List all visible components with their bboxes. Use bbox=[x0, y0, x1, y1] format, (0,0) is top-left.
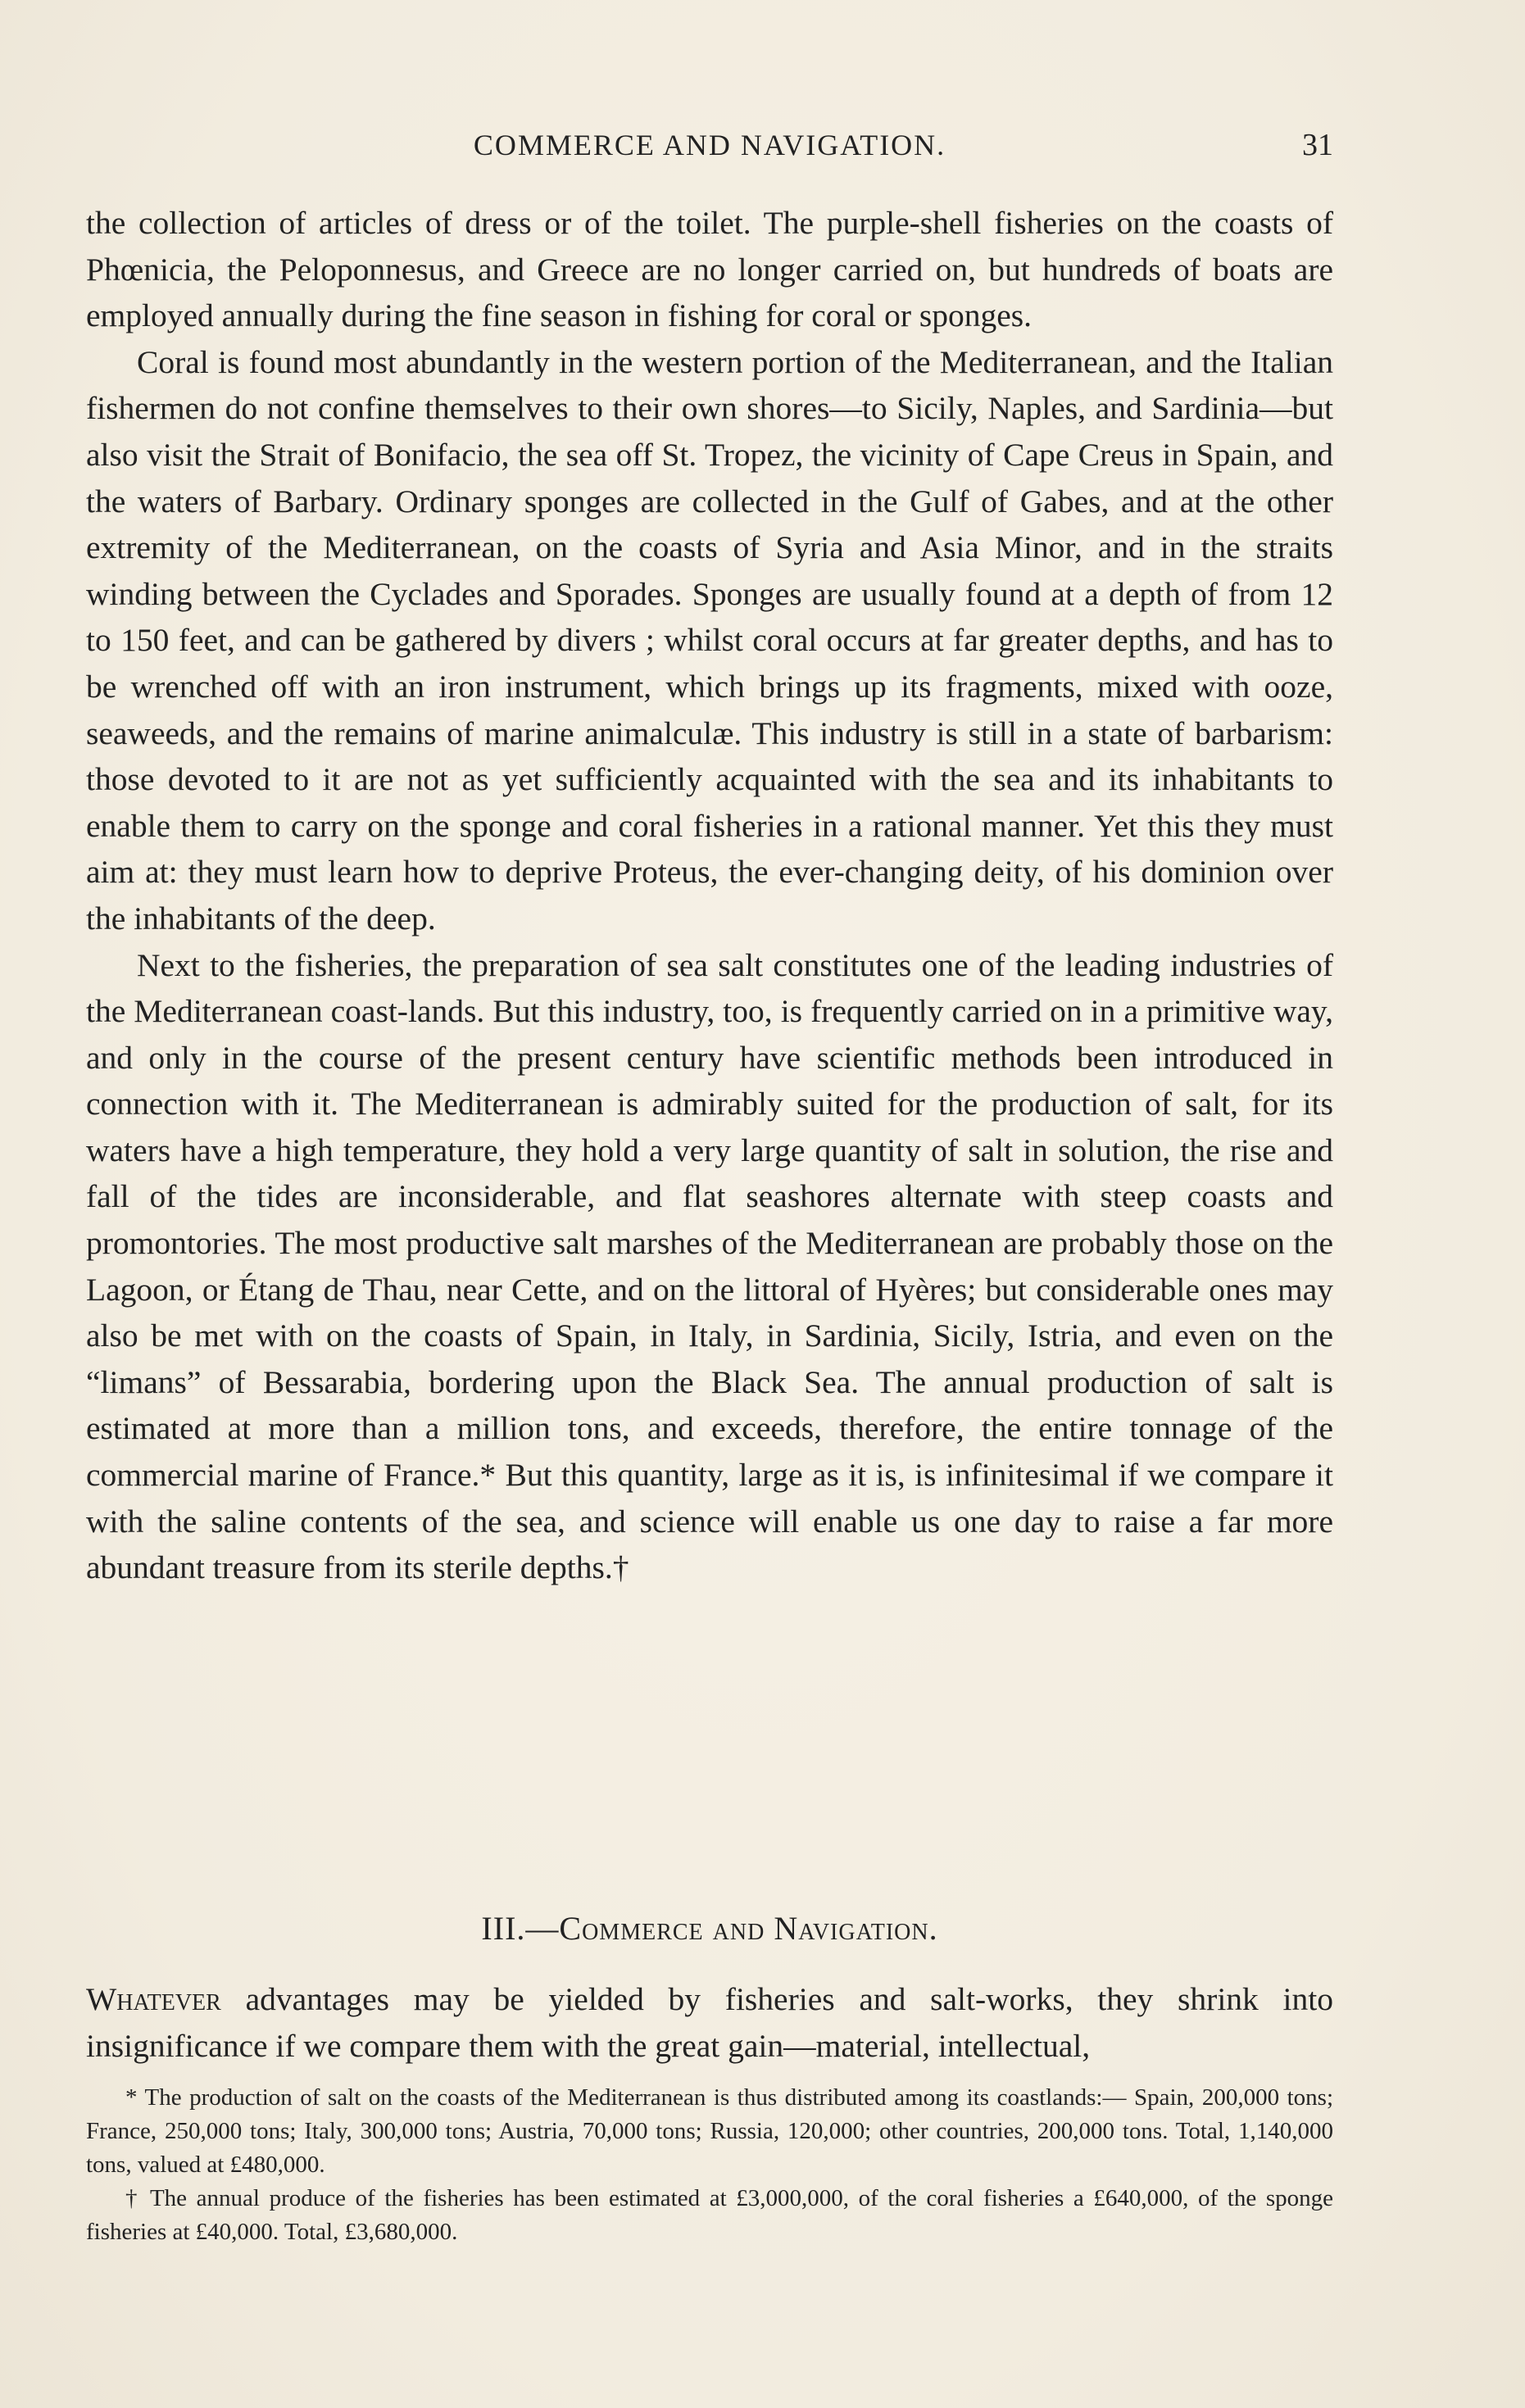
lead-word: Whatever bbox=[86, 1981, 221, 2017]
paragraph-continued: the collection of articles of dress or of the toilet. The purple-shell fisheries on the coasts of Phœnicia, the Peloponnesus, and Greece are no longer carried on, but hundreds of boats are employed annually during the fine season in fishing for coral or sponges. bbox=[86, 205, 1333, 334]
lead-text: advantages may be yielded by fisheries and salt-works, they shrink into insignificance if we compare them with the great gain—material, intellectual, bbox=[86, 1981, 1333, 2064]
section-title-period: . bbox=[928, 1910, 938, 1947]
paragraph-sea-salt: Next to the fisheries, the preparation of sea salt constitutes one of the leading industries of the Mediterranean coast-lands. But this industry, too, is frequently carried on in a primitive way, and only in the course of the present century have scientific methods been introduced in connection with it. The Mediterranean is admirably suited for the production of salt, for its waters have a high temperature, they hold a very large quantity of salt in solution, the rise and fall of the tides are inconsiderable, and flat seashores alternate with steep coasts and promontories. The most productive salt marshes of the Mediterranean are probably those on the Lagoon, or Étang de Thau, near Cette, and on the littoral of Hyères; but considerable ones may also be met with on the coasts of Spain, in Italy, in Sardinia, Sicily, Istria, and even on the “limans” of Bessarabia, bordering upon the Black Sea. The annual production of salt is estimated at more than a million tons, and exceeds, therefore, the entire tonnage of the commercial marine of France.* But this quantity, large as it is, is infinitesimal if we compare it with the saline contents of the sea, and science will enable us one day to raise a far more abundant treasure from its sterile depths.† bbox=[86, 946, 1333, 1586]
section-title-conjunction: and bbox=[703, 1910, 774, 1947]
section-heading bbox=[86, 1906, 1333, 1952]
section-body bbox=[86, 1976, 1333, 2069]
footnotes bbox=[86, 2081, 1333, 2249]
running-head bbox=[86, 125, 1333, 166]
footnote-salt: * The production of salt on the coasts of the Mediterranean is thus distributed among its coastlands:— Spain, 200,000 tons; France, 250,000 tons; Italy, 300,000 tons; Austria, 70,000 tons; Russia, 120,000; other countries, 200,000 tons. Total, 1,140,000 tons, valued at £480,000. bbox=[86, 2084, 1333, 2178]
paragraph-coral-sponges: Coral is found most abundantly in the western portion of the Mediterranean, and the Italian fishermen do not confine themselves to their own shores—to Sicily, Naples, and Sardinia—but also visit the Strait of Bonifacio, the sea off St. Tropez, the vicinity of Cape Creus in Spain, and the waters of Barbary. Ordinary sponges are collected in the Gulf of Gabes, and at the other extremity of the Mediterranean, on the coasts of Syria and Asia Minor, and in the straits winding between the Cyclades and Sporades. Sponges are usually found at a depth of from 12 to 150 feet, and can be gathered by divers ; whilst coral occurs at far greater depths, and has to be wrenched off with an iron instrument, which brings up its fragments, mixed with ooze, seaweeds, and the remains of marine animalculæ. This industry is still in a state of barbarism: those devoted to it are not as yet sufficiently acquainted with the sea and its inhabitants to enable them to carry on the sponge and coral fisheries in a rational manner. Yet this they must aim at: they must learn how to deprive Proteus, the ever-changing deity, of his dominion over the inhabitants of the deep. bbox=[86, 343, 1333, 936]
section-title-word: Commerce bbox=[559, 1910, 704, 1947]
body-text bbox=[86, 200, 1333, 1591]
footnote-fisheries: † The annual produce of the fisheries has been estimated at £3,000,000, of the coral fisheries a £640,000, of the sponge fisheries at £40,000. Total, £3,680,000. bbox=[86, 2185, 1333, 2245]
running-title: COMMERCE AND NAVIGATION. bbox=[473, 129, 946, 161]
section-title-word: Navigation bbox=[774, 1910, 929, 1947]
section-number: III.— bbox=[481, 1910, 560, 1947]
page-number: 31 bbox=[1302, 128, 1333, 162]
section-opening-paragraph bbox=[86, 1976, 1333, 2069]
